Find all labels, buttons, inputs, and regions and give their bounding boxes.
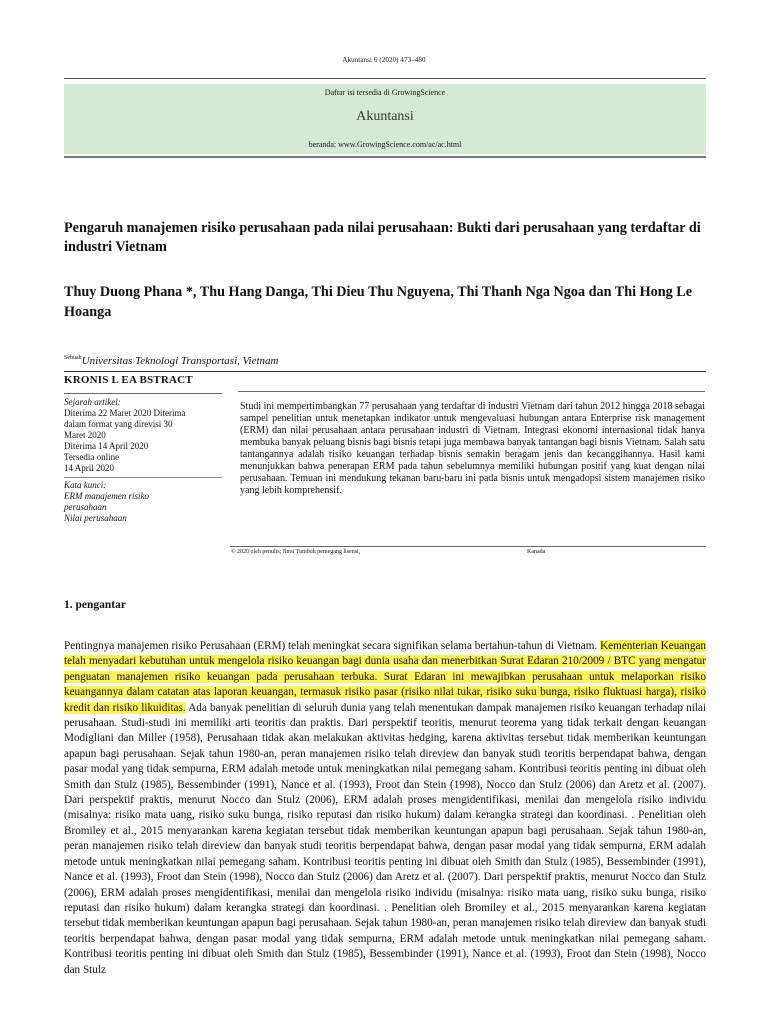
info-top-rule bbox=[64, 393, 222, 394]
article-info bbox=[64, 393, 224, 543]
keyword-item: ERM manajemen risiko bbox=[64, 491, 149, 501]
keywords-label: Kata kunci: bbox=[64, 480, 107, 490]
keyword-item: perusahaan bbox=[64, 502, 107, 512]
history-line: 14 April 2020 bbox=[64, 463, 115, 473]
keyword-item: Nilai perusahaan bbox=[64, 513, 127, 523]
history-label: Sejarah artikel: bbox=[64, 397, 121, 407]
article-authors: Thuy Duong Phana *, Thu Hang Danga, Thi Dieu Thu Nguyena, Thi Thanh Nga Ngoa dan Thi Hong Le Hoanga bbox=[64, 284, 693, 320]
history-line: dalam format yang direvisi 30 bbox=[64, 419, 173, 429]
keywords-divider bbox=[64, 475, 222, 478]
header-divider bbox=[64, 78, 706, 79]
availability-note: Daftar isi tersedia di GrowingScience bbox=[324, 88, 446, 97]
author-affiliation bbox=[64, 355, 278, 367]
section-heading: 1. pengantar bbox=[64, 599, 126, 611]
copyright-text: © 2020 oleh penulis; Ilmu Tumbuh pemegang lisensi, bbox=[231, 549, 361, 555]
history-line: Diterima 14 April 2020 bbox=[64, 441, 149, 451]
introduction-paragraph bbox=[64, 639, 706, 978]
copyright-line bbox=[231, 549, 706, 555]
banner-divider bbox=[64, 156, 706, 158]
article-title: Pengaruh manajemen risiko perusahaan pada nilai perusahaan: Bukti dari perusahaan yang terdaftar di industri Vietnam bbox=[64, 220, 701, 255]
history-line: Tersedia online bbox=[64, 452, 120, 462]
info-heading: KRONIS L EA BSTRACT bbox=[64, 374, 193, 386]
abstract-text: Studi ini mempertimbangkan 77 perusahaan yang terdaftar di industri Vietnam dari tahun 2012 hingga 2018 sebagai sampel penelitian untuk menetapkan indikator untuk mengevaluasi hubungan antara Enterprise risk management (ERM) dan nilai perusahaan antara perusahaan industri di Vietnam. Integrasi ekonomi internasional tidak hanya membuka banyak peluang bisnis bagi bisnis tetapi juga membawa banyak tantangan bagi bisnis Vietnam. Salah satu tantangannya adalah risiko keuangan terhadap bisnis semakin beragam jenis dan kecanggihannya. Hasil kami menunjukkan bahwa penerapan ERM pada tahun sebelumnya memiliki hubungan positif yang kuat dengan nilai perusahaan. Temuan ini mendukung tekanan baru-baru ini pada bisnis untuk mengadopsi sistem manajemen risiko yang lebih komprehensif. bbox=[240, 401, 705, 496]
paragraph-rest: Ada banyak penelitian di seluruh dunia yang telah menentukan dampak manajemen risiko keuangan terhadap nilai perusahaan. Studi-studi ini memiliki arti teoritis dan praktis. Dari perspektif teoritis, menurut teorema yang tidak terkait dengan keuangan Modigliani dan Miller (1958), Perusahaan tidak akan melakukan aktivitas hedging, karena aktivitas tersebut tidak memberikan keuntungan apapun bagi perusahaan. Sejak tahun 1980-an, peran manajemen risiko telah direview dan banyak studi teoritis berpendapat bahwa, dengan pasar modal yang tidak sempurna, ERM adalah metode untuk meningkatkan nilai pemegang saham. Kontribusi teoritis penting ini dibuat oleh Smith dan Stulz (1985), Bessembinder (1991), Nance et al. (1993), Froot dan Stein (1998), Nocco dan Stulz (2006) dan Aretz et al. (2007). Dari perspektif praktis, menurut Nocco dan Stulz (2006), ERM adalah proses mengidentifikasi, menilai dan mengelola risiko individu (misalnya: risiko mata uang, risiko suku bunga, risiko reputasi dan risiko hukum) dalam kerangka strategi dan koordinasi. . Penelitian oleh Bromiley et al., 2015 menyarankan karena kegiatan tersebut tidak memberikan keuntungan apapun bagi perusahaan. Sejak tahun 1980-an, peran manajemen risiko telah direview dan banyak studi teoritis berpendapat bahwa, dengan pasar modal yang tidak sempurna, ERM adalah metode untuk meningkatkan nilai pemegang saham. Kontribusi teoritis penting ini dibuat oleh Smith dan Stulz (1985), Bessembinder (1991), Nance et al. (1993), Froot dan Stein (1998), Nocco dan Stulz (2006) dan Aretz et al. (2007). Dari perspektif praktis, menurut Nocco dan Stulz (2006), ERM adalah proses mengidentifikasi, menilai dan mengelola risiko individu (misalnya: risiko mata uang, risiko suku bunga, risiko reputasi dan risiko hukum) dalam kerangka strategi dan koordinasi. . Penelitian oleh Bromiley et al., 2015 menyarankan karena kegiatan tersebut tidak memberikan keuntungan apapun bagi perusahaan. Sejak tahun 1980-an, peran manajemen risiko telah direview dan banyak studi teoritis berpendapat bahwa, dengan pasar modal yang tidak sempurna, ERM adalah metode untuk meningkatkan nilai pemegang saham. Kontribusi teoritis penting ini dibuat oleh Smith dan Stulz (1985), Bessembinder (1991), Nance et al. (1993), Froot dan Stein (1998), Nocco dan Stulz bbox=[64, 701, 706, 976]
info-divider bbox=[64, 371, 706, 372]
copyright-country: Kanada bbox=[527, 549, 546, 555]
affiliation-text: Universitas Teknologi Transportasi, Vietnam bbox=[81, 355, 279, 367]
abstract bbox=[238, 391, 705, 542]
paragraph-start: Pentingnya manajemen risiko Perusahaan (ERM) telah meningkat secara signifikan selama bertahun-tahun di Vietnam. bbox=[64, 640, 598, 652]
history-line: Maret 2020 bbox=[64, 430, 106, 440]
copyright-divider bbox=[230, 546, 706, 547]
journal-banner bbox=[64, 84, 706, 154]
journal-homepage[interactable]: beranda: www.GrowingScience.com/ac/ac.html bbox=[308, 140, 462, 149]
highlighted-text[interactable]: Kementerian Keuangan telah menyadari kebutuhan untuk mengelola risiko keuangan bagi dunia usaha dan menerbitkan Surat Edaran 210/2009 / BTC yang mengatur penguatan manajemen risiko keuangan pada perusahaan terbuka. Surat Edaran ini mewajibkan perusahaan untuk melaporkan risiko keuangannya dalam catatan atas laporan keuangan, termasuk risiko pasar (risiko nilai tukar, risiko suku bunga, risiko fluktuasi harga), risiko kredit dan risiko likuiditas. bbox=[64, 640, 707, 714]
journal-citation: Akuntansi 6 (2020) 473–480 bbox=[342, 56, 426, 64]
journal-name: Akuntansi bbox=[356, 109, 414, 124]
history-line: Diterima 22 Maret 2020 Diterima bbox=[64, 408, 186, 418]
affiliation-mark: Sebuah bbox=[64, 355, 82, 361]
